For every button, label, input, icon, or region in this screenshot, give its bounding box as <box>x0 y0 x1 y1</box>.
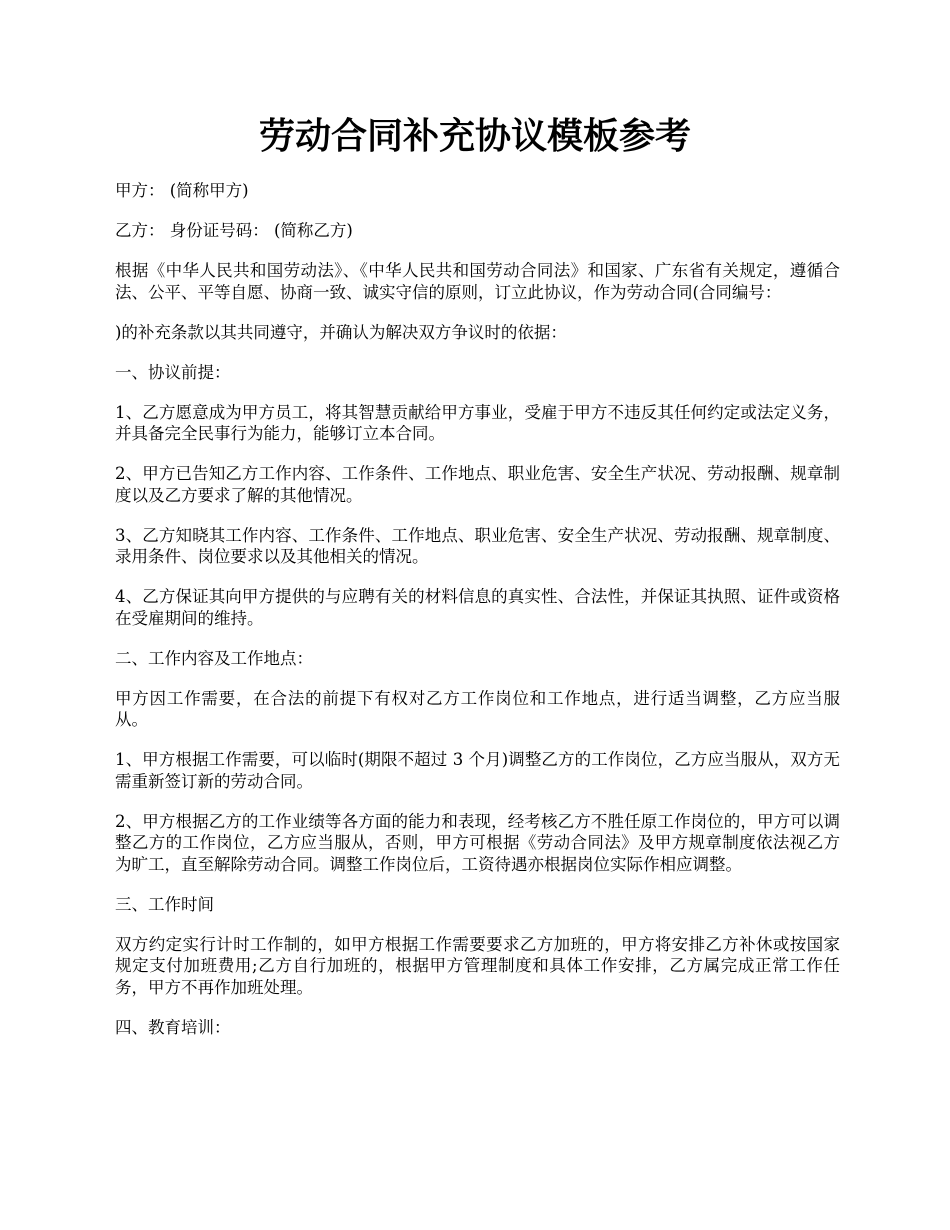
preamble-continuation: )的补充条款以其共同遵守，并确认为解决双方争议时的依据： <box>115 322 567 342</box>
clause-paragraph: 3、乙方知晓其工作内容、工作条件、工作地点、职业危害、安全生产状况、劳动报酬、规章制度、录用条件、岗位要求以及其他相关的情况。 <box>115 525 840 566</box>
document-title: 劳动合同补充协议模板参考 <box>258 115 691 157</box>
clause-paragraph: 双方约定实行计时工作制的，如甲方根据工作需要要求乙方加班的，甲方将安排乙方补休或按国家规定支付加班费用;乙方自行加班的，根据甲方管理制度和具体工作安排，乙方属完成正常工作任务，甲方不再作加班处理。 <box>115 934 840 997</box>
clause-paragraph: 1、乙方愿意成为甲方员工，将其智慧贡献给甲方事业，受雇于甲方不违反其任何约定或法定义务，并具备完全民事行为能力，能够订立本合同。 <box>115 402 840 443</box>
section-heading-3: 三、工作时间 <box>115 894 214 914</box>
preamble-paragraph: 根据《中华人民共和国劳动法》、《中华人民共和国劳动合同法》和国家、广东省有关规定，遵循合法、公平、平等自愿、协商一致、诚实守信的原则，订立此协议，作为劳动合同(合同编号： <box>115 261 840 302</box>
party-b-line: 乙方： 身份证号码： (简称乙方) <box>115 221 353 240</box>
party-a-line: 甲方： (简称甲方) <box>115 181 249 200</box>
document-body <box>115 180 840 1057</box>
clause-paragraph: 甲方因工作需要，在合法的前提下有权对乙方工作岗位和工作地点，进行适当调整，乙方应当服从。 <box>115 688 840 729</box>
section-heading-2: 二、工作内容及工作地点： <box>115 648 313 668</box>
clause-paragraph: 4、乙方保证其向甲方提供的与应聘有关的材料信息的真实性、合法性，并保证其执照、证件或资格在受雇期间的维持。 <box>115 587 840 628</box>
clause-paragraph: 2、甲方已告知乙方工作内容、工作条件、工作地点、职业危害、安全生产状况、劳动报酬、规章制度以及乙方要求了解的其他情况。 <box>115 464 840 505</box>
clause-paragraph: 2、甲方根据乙方的工作业绩等各方面的能力和表现，经考核乙方不胜任原工作岗位的，甲方可以调整乙方的工作岗位，乙方应当服从，否则，甲方可根据《劳动合同法》及甲方规章制度依法视乙方为旷工，直至解除劳动合同。调整工作岗位后，工资待遇亦根据岗位实际作相应调整。 <box>115 811 840 874</box>
section-heading-1: 一、协议前提： <box>115 362 231 382</box>
section-heading-4: 四、教育培训： <box>115 1017 231 1037</box>
clause-paragraph: 1、甲方根据工作需要，可以临时(期限不超过 3 个月)调整乙方的工作岗位，乙方应当服从，双方无需重新签订新的劳动合同。 <box>115 750 840 791</box>
